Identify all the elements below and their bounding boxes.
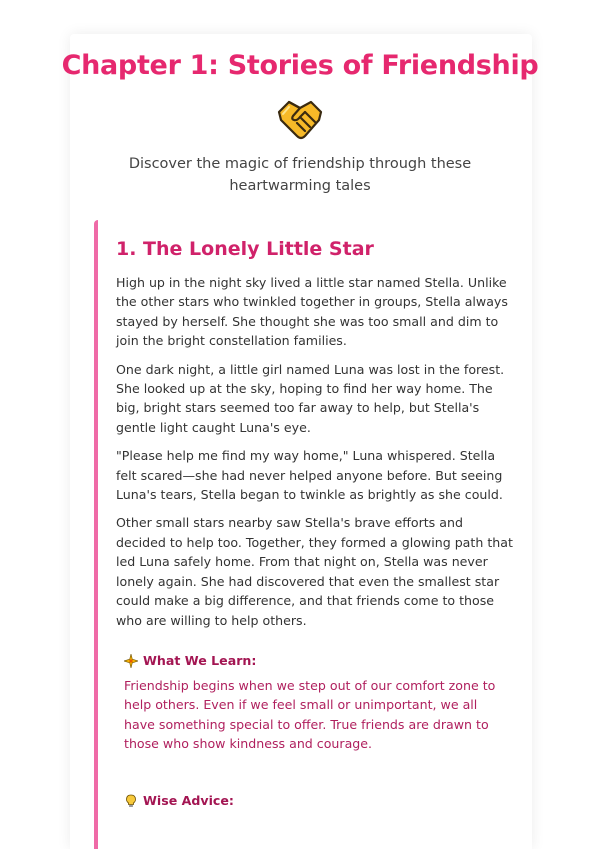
- story-paragraph: Other small stars nearby saw Stella's brave efforts and decided to help too. Together, they formed a glowing path that led Luna safely home. From that night on, Stella was never lonely again. She had discovered that even the smallest star could make a big difference, and that friends come to those who are willing to help others.: [116, 515, 513, 628]
- handshake-icon: [275, 94, 325, 142]
- advice-heading-label: Wise Advice:: [143, 793, 234, 808]
- story-title: 1. The Lonely Little Star: [116, 238, 374, 260]
- story-section: [94, 220, 532, 849]
- chapter-subtitle: Discover the magic of friendship through these heartwarming tales: [128, 156, 472, 194]
- lesson-heading: [124, 653, 496, 668]
- lesson-text: Friendship begins when we step out of our comfort zone to help others. Even if we feel small or unimportant, we all have something special to offer. True friends are drawn to those who show kindness and courage.: [124, 678, 496, 752]
- lightbulb-icon: [124, 794, 138, 808]
- story-body: [116, 273, 516, 639]
- story-paragraph: "Please help me find my way home," Luna whispered. Stella felt scared—she had never helped anyone before. But seeing Luna's tears, Stella began to twinkle as brightly as she could.: [116, 448, 503, 503]
- advice-heading: [124, 793, 234, 808]
- lesson-heading-label: What We Learn:: [143, 653, 257, 668]
- chapter-title: Chapter 1: Stories of Friendship: [61, 50, 539, 81]
- story-paragraph: High up in the night sky lived a little star named Stella. Unlike the other stars who twinkled together in groups, Stella always stayed by herself. She thought she was too small and dim to join the bright constellation families.: [116, 275, 508, 349]
- story-paragraph: One dark night, a little girl named Luna was lost in the forest. She looked up at the sky, hoping to find her way home. The big, bright stars seemed too far away to help, but Stella's gentle light caught Luna's eye.: [116, 361, 505, 435]
- lesson-block: [124, 653, 496, 754]
- story-accent-bar: [94, 220, 98, 849]
- sparkle-icon: [124, 654, 138, 668]
